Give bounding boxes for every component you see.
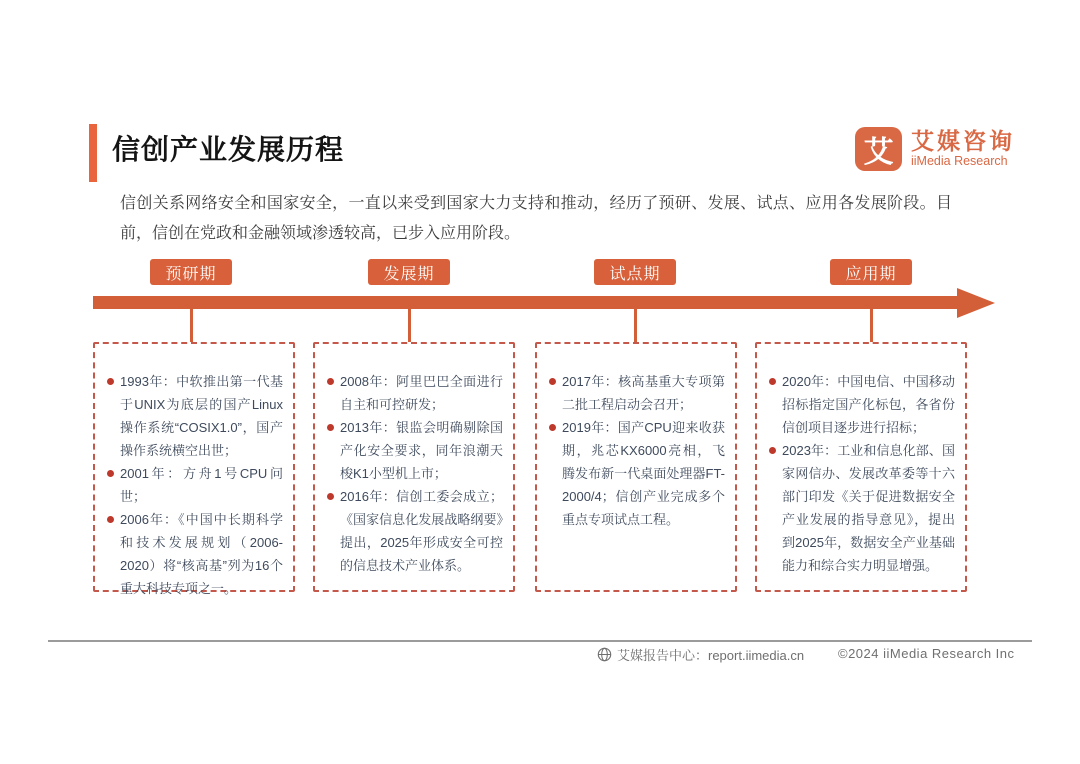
list-item [327, 370, 503, 416]
logo-icon: 艾 [855, 127, 902, 171]
timeline-connector-3 [634, 309, 637, 342]
stage-box-pilot [535, 342, 737, 592]
milestone-text: 2017年：核高基重大专项第二批工程启动会召开； [562, 374, 725, 412]
milestone-text: 2001年：方舟1号CPU问世； [120, 466, 283, 504]
bullet-icon [549, 378, 556, 385]
list-item [107, 462, 283, 508]
timeline-arrowhead-icon [957, 288, 995, 318]
bullet-icon [107, 378, 114, 385]
list-item [327, 485, 503, 577]
stage-label-development: 发展期 [368, 259, 450, 285]
list-item [107, 508, 283, 600]
globe-icon [597, 647, 612, 662]
stage-label-application: 应用期 [830, 259, 912, 285]
bullet-icon [107, 470, 114, 477]
milestone-text: 2013年：银监会明确剔除国产化安全要求，同年浪潮天梭K1小型机上市； [340, 420, 503, 481]
milestone-text: 2023年：工业和信息化部、国家网信办、发展改革委等十六部门印发《关于促进数据安全产业发展的指导意见》，提出到2025年，数据安全产业基础能力和综合实力明显增强。 [782, 443, 955, 573]
list-item [769, 370, 955, 439]
timeline-bar [93, 296, 959, 309]
bullet-icon [327, 493, 334, 500]
intro-paragraph: 信创关系网络安全和国家安全，一直以来受到国家大力支持和推动，经历了预研、发展、试点、应用各发展阶段。目前，信创在党政和金融领域渗透较高，已步入应用阶段。 [120, 195, 952, 242]
milestone-text: 2008年：阿里巴巴全面进行自主和可控研发； [340, 374, 503, 412]
milestone-text: 1993年：中软推出第一代基于UNIX为底层的国产Linux操作系统“COSIX1.0”，国产操作系统横空出世； [120, 374, 283, 458]
stage-box-application [755, 342, 967, 592]
logo-text [911, 129, 1015, 169]
footer-report-label: 艾媒报告中心：report.iimedia.cn [617, 648, 805, 663]
page-title: 信创产业发展历程 [112, 134, 345, 165]
list-item [549, 370, 725, 416]
title-accent-bar [89, 124, 97, 182]
footer-report-center [597, 645, 804, 664]
stage-box-preresearch [93, 342, 295, 596]
bullet-icon [107, 516, 114, 523]
milestone-text: 2020年：中国电信、中国移动招标指定国产化标包，各省份信创项目逐步进行招标； [782, 374, 955, 435]
timeline-connector-2 [408, 309, 411, 342]
company-logo [855, 127, 1015, 171]
logo-name-en: iiMedia Research [911, 154, 1008, 168]
bullet-icon [327, 424, 334, 431]
footer-copyright: ©2024 iiMedia Research Inc [838, 646, 1015, 661]
stage-label-pilot: 试点期 [594, 259, 676, 285]
bullet-icon [327, 378, 334, 385]
milestone-text: 2019年：国产CPU迎来收获期，兆芯KX6000亮相，飞腾发布新一代桌面处理器FT-2000/4；信创产业完成多个重点专项试点工程。 [562, 420, 725, 527]
timeline-connector-1 [190, 309, 193, 342]
logo-name-cn: 艾媒咨询 [911, 128, 1015, 154]
list-item [327, 416, 503, 485]
timeline-connector-4 [870, 309, 873, 342]
list-item [549, 416, 725, 531]
list-item [769, 439, 955, 577]
milestone-text: 2006年：《中国中长期科学和技术发展规划（2006-2020）将“核高基”列为16个重大科技专项之一。 [120, 512, 283, 596]
bullet-icon [549, 424, 556, 431]
footer-divider [48, 640, 1032, 642]
milestone-text: 2016年：信创工委会成立；《国家信息化发展战略纲要》提出，2025年形成安全可控的信息技术产业体系。 [340, 489, 503, 573]
list-item [107, 370, 283, 462]
stage-label-preresearch: 预研期 [150, 259, 232, 285]
bullet-icon [769, 378, 776, 385]
stage-box-development [313, 342, 515, 592]
bullet-icon [769, 447, 776, 454]
